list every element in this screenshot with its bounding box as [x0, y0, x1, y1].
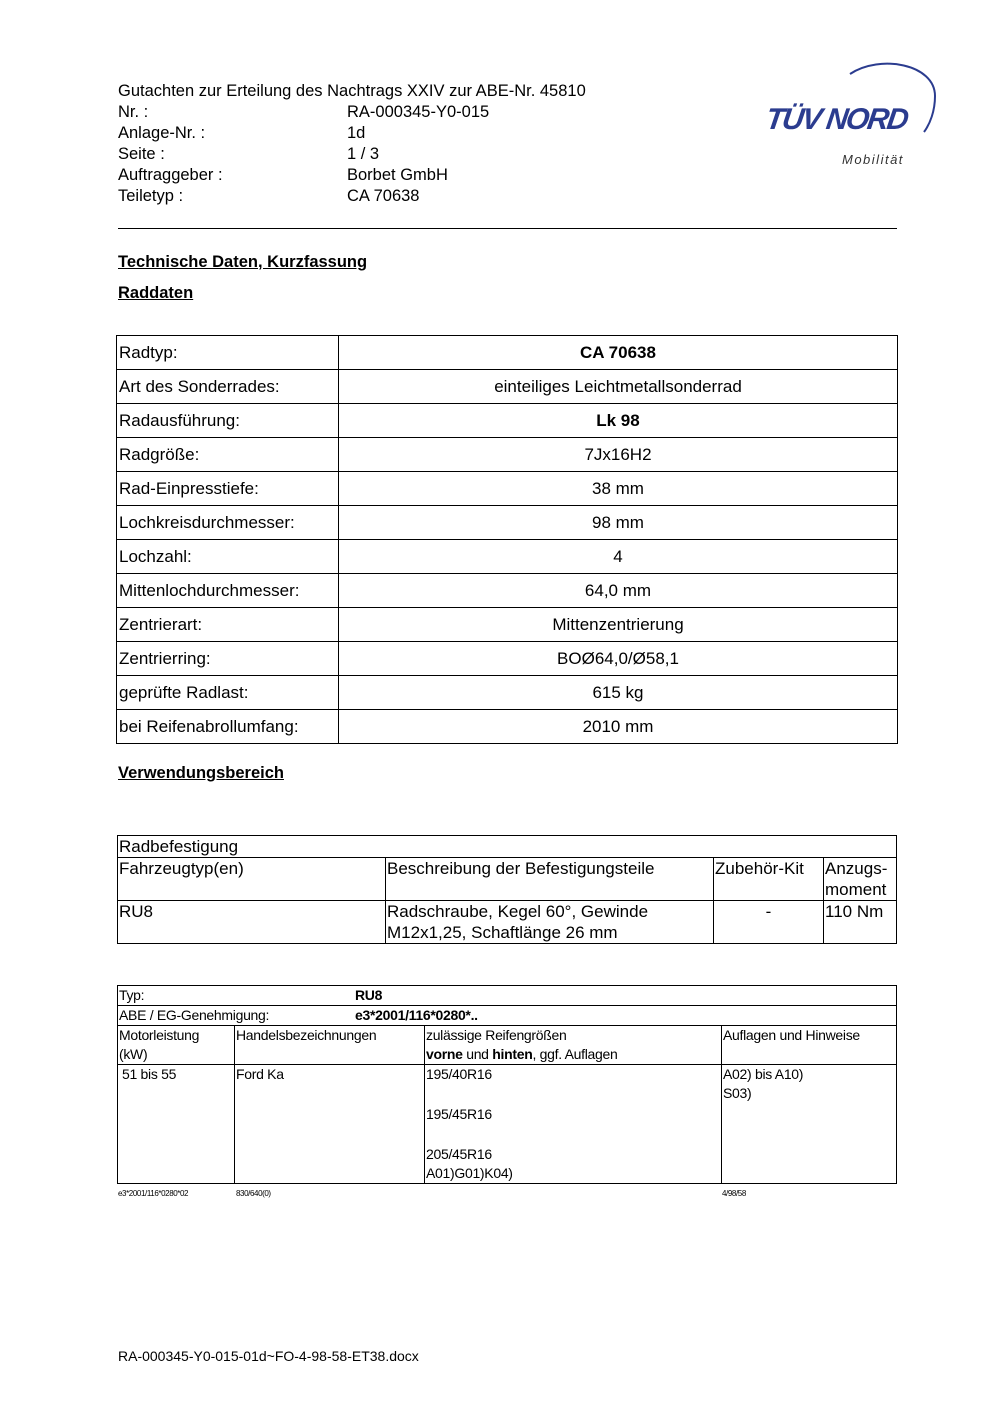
mounting-table	[117, 835, 897, 944]
wheel-value: Lk 98	[339, 404, 898, 438]
tyre-header-rest: , ggf. Auflagen	[532, 1046, 618, 1062]
wheel-value: 7Jx16H2	[339, 438, 898, 472]
wheel-data-table	[116, 335, 898, 744]
name-value: Ford Ka	[235, 1065, 425, 1184]
wheel-label: Zentrierring:	[117, 642, 339, 676]
nr-value: RA-000345-Y0-015	[347, 103, 490, 121]
tuv-nord-logo: TÜV NORD	[763, 103, 910, 136]
table-row	[117, 472, 898, 506]
power-header-line1: Motorleistung	[119, 1027, 200, 1043]
typ-row	[118, 986, 897, 1006]
mount-header-moment	[824, 858, 897, 901]
tyre-header-vorne: vorne	[426, 1046, 463, 1062]
mount-kit: -	[714, 901, 824, 944]
tyre-size: 195/45R16	[426, 1106, 492, 1122]
tyre-header-hinten: hinten	[492, 1046, 533, 1062]
wheel-value: 38 mm	[339, 472, 898, 506]
mount-title: Radbefestigung	[118, 836, 897, 858]
mount-header-kit: Zubehör-Kit	[714, 858, 824, 901]
wheel-label: geprüfte Radlast:	[117, 676, 339, 710]
table-row	[117, 540, 898, 574]
table-row	[118, 836, 897, 858]
wheel-label: Rad-Einpresstiefe:	[117, 472, 339, 506]
table-row	[117, 506, 898, 540]
tyre-header-line1: zulässige Reifengrößen	[426, 1027, 567, 1043]
note-item: S03)	[723, 1085, 752, 1101]
wheel-label: Lochkreisdurchmesser:	[117, 506, 339, 540]
auftraggeber-value: Borbet GmbH	[347, 166, 448, 184]
document-filename: RA-000345-Y0-015-01d~FO-4-98-58-ET38.docx	[118, 1348, 419, 1364]
wheel-label: Mittenlochdurchmesser:	[117, 574, 339, 608]
moment-line1: Anzugs-	[825, 859, 888, 878]
wheel-label: Zentrierart:	[117, 608, 339, 642]
table-row	[117, 336, 898, 370]
col-tyre-header	[425, 1026, 722, 1065]
table-row	[117, 608, 898, 642]
footnote-ref: 4/98/58	[722, 1189, 746, 1198]
table-row	[117, 404, 898, 438]
col-notes-header: Auflagen und Hinweise	[722, 1026, 897, 1065]
table-row	[118, 1026, 897, 1065]
mount-header-type: Fahrzeugtyp(en)	[118, 858, 386, 901]
section-technical: Technische Daten, Kurzfassung	[118, 253, 368, 271]
table-row	[117, 676, 898, 710]
teiletyp-label: Teiletyp :	[118, 187, 184, 205]
wheel-label: Art des Sonderrades:	[117, 370, 339, 404]
auftraggeber-label: Auftraggeber :	[118, 166, 223, 184]
tyre-size: 205/45R16	[426, 1146, 492, 1162]
wheel-label: Radtyp:	[117, 336, 339, 370]
wheel-label: bei Reifenabrollumfang:	[117, 710, 339, 744]
col-power-header	[118, 1026, 235, 1065]
document-title: Gutachten zur Erteilung des Nachtrags XXIV zur ABE-Nr. 45810	[118, 82, 586, 100]
desc-line2: M12x1,25, Schaftlänge 26 mm	[387, 923, 618, 942]
wheel-value: 64,0 mm	[339, 574, 898, 608]
wheel-value: Mittenzentrierung	[339, 608, 898, 642]
abe-row	[118, 1006, 897, 1026]
col-name-header: Handelsbezeichnungen	[235, 1026, 425, 1065]
table-row	[118, 1006, 897, 1026]
tyre-size: 195/40R16	[426, 1066, 492, 1082]
typ-label: Typ:	[119, 987, 145, 1003]
notes-values	[722, 1065, 897, 1184]
wheel-value: einteiliges Leichtmetallsonderrad	[339, 370, 898, 404]
typ-value: RU8	[355, 987, 383, 1003]
mount-type: RU8	[118, 901, 386, 944]
header-divider	[118, 228, 897, 229]
nr-label: Nr. :	[118, 103, 149, 121]
desc-line1: Radschraube, Kegel 60°, Gewinde	[387, 902, 649, 921]
wheel-value: 2010 mm	[339, 710, 898, 744]
note-item: A02) bis A10)	[723, 1066, 804, 1082]
anlage-label: Anlage-Nr. :	[118, 124, 206, 142]
logo-subtitle: Mobilität	[842, 152, 904, 167]
table-row	[117, 438, 898, 472]
table-row	[118, 1065, 897, 1184]
wheel-value: CA 70638	[339, 336, 898, 370]
footnote-code: 830/640(0)	[236, 1189, 271, 1198]
vehicle-table	[117, 985, 897, 1184]
mount-header-desc: Beschreibung der Befestigungsteile	[386, 858, 714, 901]
seite-label: Seite :	[118, 145, 165, 163]
table-row	[118, 901, 897, 944]
table-row	[117, 642, 898, 676]
table-row	[118, 986, 897, 1006]
section-wheel: Raddaten	[118, 284, 194, 302]
teiletyp-value: CA 70638	[347, 187, 420, 205]
table-row	[117, 574, 898, 608]
wheel-label: Radausführung:	[117, 404, 339, 438]
tyre-header-und: und	[462, 1046, 493, 1062]
wheel-label: Lochzahl:	[117, 540, 339, 574]
power-value: 51 bis 55	[118, 1065, 235, 1184]
abe-label: ABE / EG-Genehmigung:	[119, 1007, 270, 1023]
tyre-values	[425, 1065, 722, 1184]
anlage-value: 1d	[347, 124, 366, 142]
wheel-value: 615 kg	[339, 676, 898, 710]
abe-value: e3*2001/116*0280*..	[355, 1007, 478, 1023]
wheel-value: 98 mm	[339, 506, 898, 540]
table-row	[117, 710, 898, 744]
wheel-value: 4	[339, 540, 898, 574]
wheel-value: BOØ64,0/Ø58,1	[339, 642, 898, 676]
mount-desc	[386, 901, 714, 944]
wheel-label: Radgröße:	[117, 438, 339, 472]
footnote-approval: e3*2001/116*0280*02	[118, 1189, 189, 1198]
power-header-line2: (kW)	[119, 1046, 148, 1062]
seite-value: 1 / 3	[347, 145, 380, 163]
table-row	[117, 370, 898, 404]
tyre-note: A01)G01)K04)	[426, 1165, 513, 1181]
moment-line2: moment	[825, 880, 887, 899]
table-row	[118, 858, 897, 901]
mount-moment: 110 Nm	[824, 901, 897, 944]
section-usage: Verwendungsbereich	[118, 764, 284, 782]
